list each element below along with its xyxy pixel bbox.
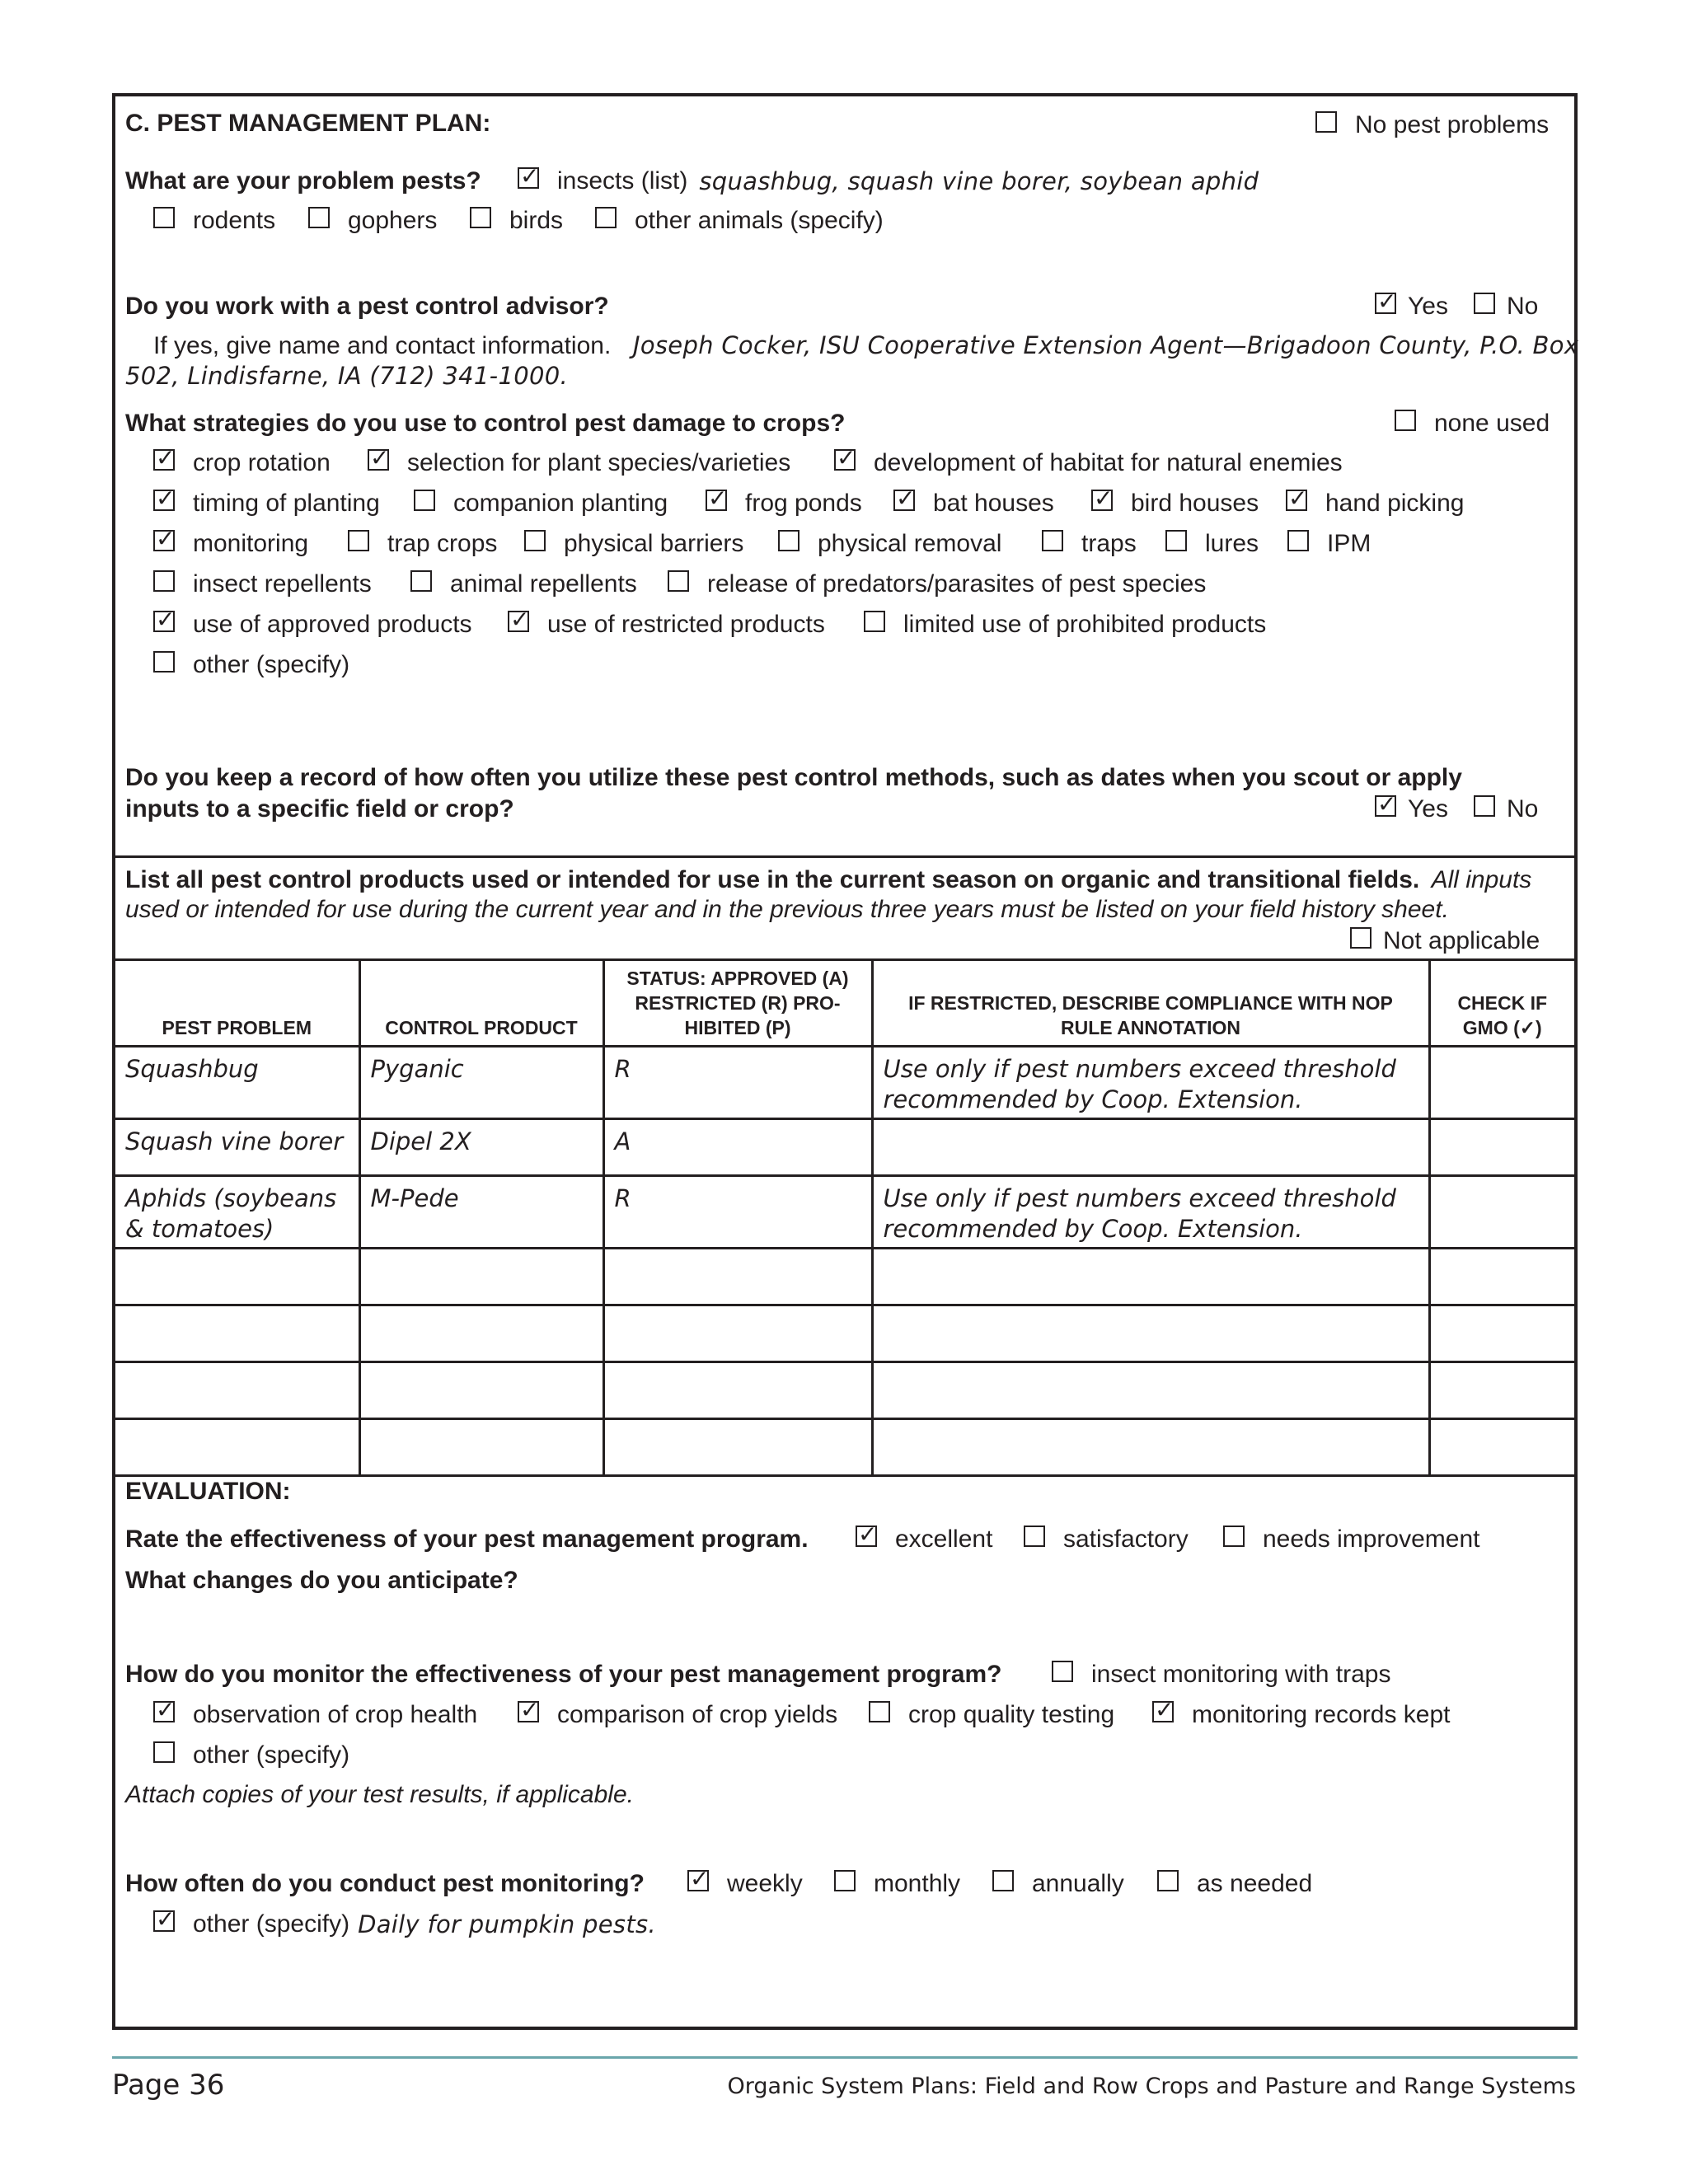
status-cell[interactable]	[603, 1305, 872, 1362]
checkbox[interactable]	[1165, 530, 1187, 551]
monitor-crop-yields-option[interactable]	[518, 1701, 837, 1729]
option-label: weekly	[727, 1870, 803, 1897]
option-label: Yes	[1408, 795, 1448, 823]
option-label: No	[1507, 293, 1539, 320]
pest-control-products-table	[115, 958, 1574, 1477]
not-applicable-option[interactable]	[1350, 927, 1540, 955]
checkbox[interactable]	[1350, 927, 1372, 949]
monitor-records-kept-option[interactable]	[1152, 1701, 1450, 1729]
problem-pests-question: What are your problem pests?	[125, 167, 481, 194]
strategy-restricted-products[interactable]	[508, 611, 825, 639]
gmo-cell[interactable]	[1429, 1419, 1574, 1476]
compliance-cell[interactable]	[872, 1249, 1429, 1305]
strategy-other[interactable]	[153, 651, 349, 679]
option-label: monitoring	[193, 530, 309, 557]
strategy-bird-houses[interactable]	[1091, 490, 1259, 518]
option-label: use of approved products	[193, 611, 472, 638]
option-label: Not applicable	[1383, 927, 1540, 954]
status-cell[interactable]	[603, 1362, 872, 1419]
strategy-prohibited-products[interactable]	[864, 611, 1266, 639]
option-label: other animals (specify)	[635, 207, 884, 234]
rate-needs-improvement-option[interactable]	[1223, 1526, 1479, 1554]
checkbox[interactable]	[153, 1701, 175, 1722]
option-label: development of habitat for natural enemies	[874, 449, 1343, 476]
frequency-weekly-option[interactable]	[687, 1870, 803, 1898]
records-question-line2: inputs to a specific field or crop?	[125, 795, 514, 823]
rodents-option[interactable]	[153, 207, 275, 235]
table-row	[115, 1047, 1574, 1119]
option-label: No pest problems	[1355, 111, 1550, 138]
option-label: animal repellents	[450, 570, 637, 598]
checkbox[interactable]	[1286, 490, 1307, 511]
checkbox[interactable]	[1223, 1526, 1245, 1547]
strategy-trap-crops[interactable]	[348, 530, 497, 558]
pest-cell[interactable]: Aphids (soybeans & tomatoes)	[115, 1176, 359, 1249]
frequency-annually-option[interactable]	[992, 1870, 1124, 1898]
pest-cell[interactable]: Squash vine borer	[115, 1119, 359, 1176]
advisor-answer-line1[interactable]: Joseph Cocker, ISU Cooperative Extension Agent—Brigadoon County, P.O. Box	[633, 331, 1579, 359]
option-label: insect repellents	[193, 570, 372, 598]
option-label: none used	[1434, 410, 1550, 437]
monitor-quality-testing-option[interactable]	[869, 1701, 1114, 1729]
option-label: as needed	[1197, 1870, 1313, 1897]
page-number: Page 36	[112, 2069, 225, 2102]
insects-option[interactable]	[518, 167, 1259, 195]
checkbox[interactable]	[893, 490, 915, 511]
option-label: selection for plant species/varieties	[407, 449, 791, 476]
compliance-cell[interactable]	[872, 1362, 1429, 1419]
advisor-question: Do you work with a pest control advisor?	[125, 293, 609, 320]
option-label: frog ponds	[745, 490, 862, 517]
option-label: trap crops	[387, 530, 498, 557]
product-cell[interactable]	[359, 1362, 603, 1419]
gophers-option[interactable]	[308, 207, 437, 235]
option-label: use of restricted products	[547, 611, 825, 638]
monitor-question: How do you monitor the effectiveness of your pest management program?	[125, 1661, 1002, 1688]
advisor-no-option[interactable]	[1474, 293, 1538, 321]
checkbox[interactable]	[414, 490, 435, 511]
checkbox[interactable]	[470, 207, 491, 228]
strategy-physical-removal[interactable]	[778, 530, 1001, 558]
footer-rule	[112, 2056, 1578, 2059]
checkbox[interactable]	[153, 570, 175, 592]
monitor-crop-health-option[interactable]	[153, 1701, 477, 1729]
checkbox[interactable]	[992, 1870, 1014, 1891]
column-header: CONTROL PRODUCT	[359, 960, 603, 1047]
strategy-monitoring[interactable]	[153, 530, 308, 558]
option-label: insects (list)	[557, 167, 688, 194]
option-label: observation of crop health	[193, 1701, 478, 1728]
strategy-physical-barriers[interactable]	[524, 530, 743, 558]
strategies-question: What strategies do you use to control pest damage to crops?	[125, 410, 846, 437]
checkbox[interactable]	[706, 490, 727, 511]
checkbox[interactable]	[1042, 530, 1063, 551]
table-row	[115, 1419, 1574, 1476]
insects-list-value[interactable]: squashbug, squash vine borer, soybean aphid	[699, 167, 1259, 195]
option-label: crop quality testing	[908, 1701, 1115, 1728]
form-frame	[112, 93, 1578, 2030]
product-cell[interactable]: Pyganic	[359, 1047, 603, 1119]
checkbox[interactable]	[153, 449, 175, 471]
checkbox[interactable]	[508, 611, 529, 632]
strategy-ipm[interactable]	[1287, 530, 1371, 558]
products-heading: List all pest control products used or intended for use in the current season on organic and transitional fields.	[125, 866, 1420, 893]
gmo-cell[interactable]	[1429, 1249, 1574, 1305]
pest-cell[interactable]	[115, 1305, 359, 1362]
option-label: satisfactory	[1063, 1526, 1189, 1553]
option-label: needs improvement	[1263, 1526, 1480, 1553]
checkbox[interactable]	[864, 611, 885, 632]
table-row	[115, 1119, 1574, 1176]
column-header: STATUS: APPROVED (A) RESTRICTED (R) PRO-HIBITED (P)	[603, 960, 872, 1047]
product-cell[interactable]: Dipel 2X	[359, 1119, 603, 1176]
strategy-insect-repellents[interactable]	[153, 570, 372, 598]
option-label: bird houses	[1131, 490, 1259, 517]
status-cell[interactable]: A	[603, 1119, 872, 1176]
checkbox[interactable]	[410, 570, 432, 592]
option-label: limited use of prohibited products	[903, 611, 1267, 638]
advisor-answer-line2[interactable]: 502, Lindisfarne, IA (712) 341-1000.	[125, 362, 568, 390]
option-label: traps	[1081, 530, 1137, 557]
table-row	[115, 1305, 1574, 1362]
checkbox[interactable]	[1395, 410, 1416, 431]
table-row	[115, 1362, 1574, 1419]
gmo-cell[interactable]	[1429, 1305, 1574, 1362]
attach-note: Attach copies of your test results, if applicable.	[125, 1781, 634, 1808]
compliance-cell[interactable]	[872, 1305, 1429, 1362]
pest-cell[interactable]	[115, 1249, 359, 1305]
pest-cell[interactable]: Squashbug	[115, 1047, 359, 1119]
checkbox[interactable]	[153, 1741, 175, 1763]
checkbox[interactable]	[518, 167, 539, 189]
checkbox[interactable]	[778, 530, 799, 551]
checkbox[interactable]	[834, 1870, 856, 1891]
compliance-cell[interactable]	[872, 1419, 1429, 1476]
strategy-selection[interactable]	[368, 449, 790, 477]
status-cell[interactable]: R	[603, 1176, 872, 1249]
checkbox[interactable]	[153, 207, 175, 228]
pest-cell[interactable]	[115, 1362, 359, 1419]
products-note-a: All inputs	[1431, 866, 1532, 893]
column-header: CHECK IF GMO (✓)	[1429, 960, 1574, 1047]
checkbox[interactable]	[869, 1701, 890, 1722]
column-header: PEST PROBLEM	[115, 960, 359, 1047]
strategy-frog-ponds[interactable]	[706, 490, 862, 518]
frequency-as-needed-option[interactable]	[1157, 1870, 1312, 1898]
checkbox[interactable]	[1315, 111, 1337, 133]
frequency-other-option[interactable]	[153, 1910, 656, 1938]
option-label: excellent	[895, 1526, 993, 1553]
strategy-approved-products[interactable]	[153, 611, 472, 639]
status-cell[interactable]	[603, 1419, 872, 1476]
option-label: No	[1507, 795, 1539, 823]
evaluation-title: EVALUATION:	[125, 1478, 291, 1505]
advisor-prompt: If yes, give name and contact information.	[153, 332, 612, 359]
product-cell[interactable]: M-Pede	[359, 1176, 603, 1249]
gmo-cell[interactable]	[1429, 1362, 1574, 1419]
strategy-animal-repellents[interactable]	[410, 570, 637, 598]
option-label: annually	[1032, 1870, 1124, 1897]
gmo-cell[interactable]	[1429, 1047, 1574, 1119]
option-label: release of predators/parasites of pest species	[707, 570, 1207, 598]
records-question-line1: Do you keep a record of how often you utilize these pest control methods, such as dates when you scout or apply	[125, 764, 1462, 791]
product-cell[interactable]	[359, 1419, 603, 1476]
option-label: IPM	[1327, 530, 1372, 557]
option-label: lures	[1205, 530, 1259, 557]
records-no-option[interactable]	[1474, 795, 1538, 823]
frequency-monthly-option[interactable]	[834, 1870, 960, 1898]
option-label: crop rotation	[193, 449, 331, 476]
advisor-yes-option[interactable]	[1375, 293, 1448, 321]
checkbox[interactable]	[153, 1910, 175, 1932]
strategy-traps[interactable]	[1042, 530, 1137, 558]
checkbox[interactable]	[1052, 1661, 1073, 1682]
compliance-cell[interactable]: Use only if pest numbers exceed threshold recommended by Coop. Extension.	[872, 1047, 1429, 1119]
strategy-habitat[interactable]	[834, 449, 1343, 477]
compliance-cell[interactable]	[872, 1119, 1429, 1176]
option-label: physical removal	[818, 530, 1002, 557]
checkbox[interactable]	[153, 490, 175, 511]
monitor-insect-traps-option[interactable]	[1052, 1661, 1391, 1689]
records-yes-option[interactable]	[1375, 795, 1448, 823]
footer-title: Organic System Plans: Field and Row Crops and Pasture and Range Systems	[727, 2074, 1576, 2099]
option-label: bat houses	[933, 490, 1054, 517]
checkbox[interactable]	[1375, 293, 1396, 314]
option-label: other (specify)	[193, 1910, 350, 1938]
section-title: C. PEST MANAGEMENT PLAN:	[125, 110, 491, 137]
gmo-cell[interactable]	[1429, 1119, 1574, 1176]
checkbox[interactable]	[1287, 530, 1309, 551]
rate-satisfactory-option[interactable]	[1024, 1526, 1189, 1554]
checkbox[interactable]	[153, 651, 175, 673]
gmo-cell[interactable]	[1429, 1176, 1574, 1249]
birds-option[interactable]	[470, 207, 563, 235]
table-header-row	[115, 960, 1574, 1047]
strategy-bat-houses[interactable]	[893, 490, 1054, 518]
products-heading-line	[125, 866, 1531, 894]
changes-question: What changes do you anticipate?	[125, 1567, 518, 1594]
checkbox[interactable]	[153, 611, 175, 632]
option-label: monthly	[874, 1870, 961, 1897]
option-label: birds	[509, 207, 564, 234]
column-header: IF RESTRICTED, DESCRIBE COMPLIANCE WITH NOP RULE ANNOTATION	[872, 960, 1429, 1047]
checkbox[interactable]	[518, 1701, 539, 1722]
option-label: comparison of crop yields	[557, 1701, 838, 1728]
status-cell[interactable]: R	[603, 1047, 872, 1119]
checkbox[interactable]	[1474, 293, 1495, 314]
checkbox[interactable]	[1157, 1870, 1179, 1891]
checkbox[interactable]	[687, 1870, 709, 1891]
none-used-option[interactable]	[1395, 410, 1550, 438]
strategy-companion[interactable]	[414, 490, 668, 518]
frequency-other-value[interactable]: Daily for pumpkin pests.	[358, 1910, 656, 1938]
strategy-release-predators[interactable]	[668, 570, 1206, 598]
products-note-b: used or intended for use during the current year and in the previous three years must be listed on your field history sheet.	[125, 896, 1449, 923]
table-row	[115, 1249, 1574, 1305]
checkbox[interactable]	[668, 570, 689, 592]
checkbox[interactable]	[1474, 795, 1495, 817]
product-cell[interactable]	[359, 1305, 603, 1362]
pest-cell[interactable]	[115, 1419, 359, 1476]
frequency-question: How often do you conduct pest monitoring?	[125, 1870, 645, 1897]
option-label: rodents	[193, 207, 276, 234]
option-label: other (specify)	[193, 651, 350, 678]
table-row	[115, 1176, 1574, 1249]
other-animals-option[interactable]	[595, 207, 884, 235]
checkbox[interactable]	[348, 530, 369, 551]
option-label: gophers	[348, 207, 438, 234]
no-pest-problems-option[interactable]	[1315, 111, 1549, 139]
checkbox[interactable]	[856, 1526, 877, 1547]
checkbox[interactable]	[308, 207, 330, 228]
section-divider	[115, 855, 1574, 858]
monitor-other-option[interactable]	[153, 1741, 349, 1769]
checkbox[interactable]	[524, 530, 546, 551]
option-label: Yes	[1408, 293, 1448, 320]
product-cell[interactable]	[359, 1249, 603, 1305]
option-label: insect monitoring with traps	[1091, 1661, 1391, 1688]
status-cell[interactable]	[603, 1249, 872, 1305]
checkbox[interactable]	[1024, 1526, 1045, 1547]
option-label: timing of planting	[193, 490, 380, 517]
rate-excellent-option[interactable]	[856, 1526, 992, 1554]
checkbox[interactable]	[1375, 795, 1396, 817]
checkbox[interactable]	[1091, 490, 1113, 511]
option-label: monitoring records kept	[1192, 1701, 1451, 1728]
checkbox[interactable]	[153, 530, 175, 551]
checkbox[interactable]	[368, 449, 389, 471]
checkbox[interactable]	[834, 449, 856, 471]
compliance-cell[interactable]: Use only if pest numbers exceed threshold recommended by Coop. Extension.	[872, 1176, 1429, 1249]
strategy-timing[interactable]	[153, 490, 380, 518]
option-label: other (specify)	[193, 1741, 350, 1769]
rate-question: Rate the effectiveness of your pest management program.	[125, 1526, 809, 1553]
option-label: physical barriers	[564, 530, 744, 557]
checkbox[interactable]	[1152, 1701, 1174, 1722]
option-label: hand picking	[1325, 490, 1465, 517]
strategy-hand-picking[interactable]	[1286, 490, 1464, 518]
checkbox[interactable]	[595, 207, 617, 228]
strategy-lures[interactable]	[1165, 530, 1259, 558]
strategy-crop-rotation[interactable]	[153, 449, 331, 477]
option-label: companion planting	[453, 490, 668, 517]
